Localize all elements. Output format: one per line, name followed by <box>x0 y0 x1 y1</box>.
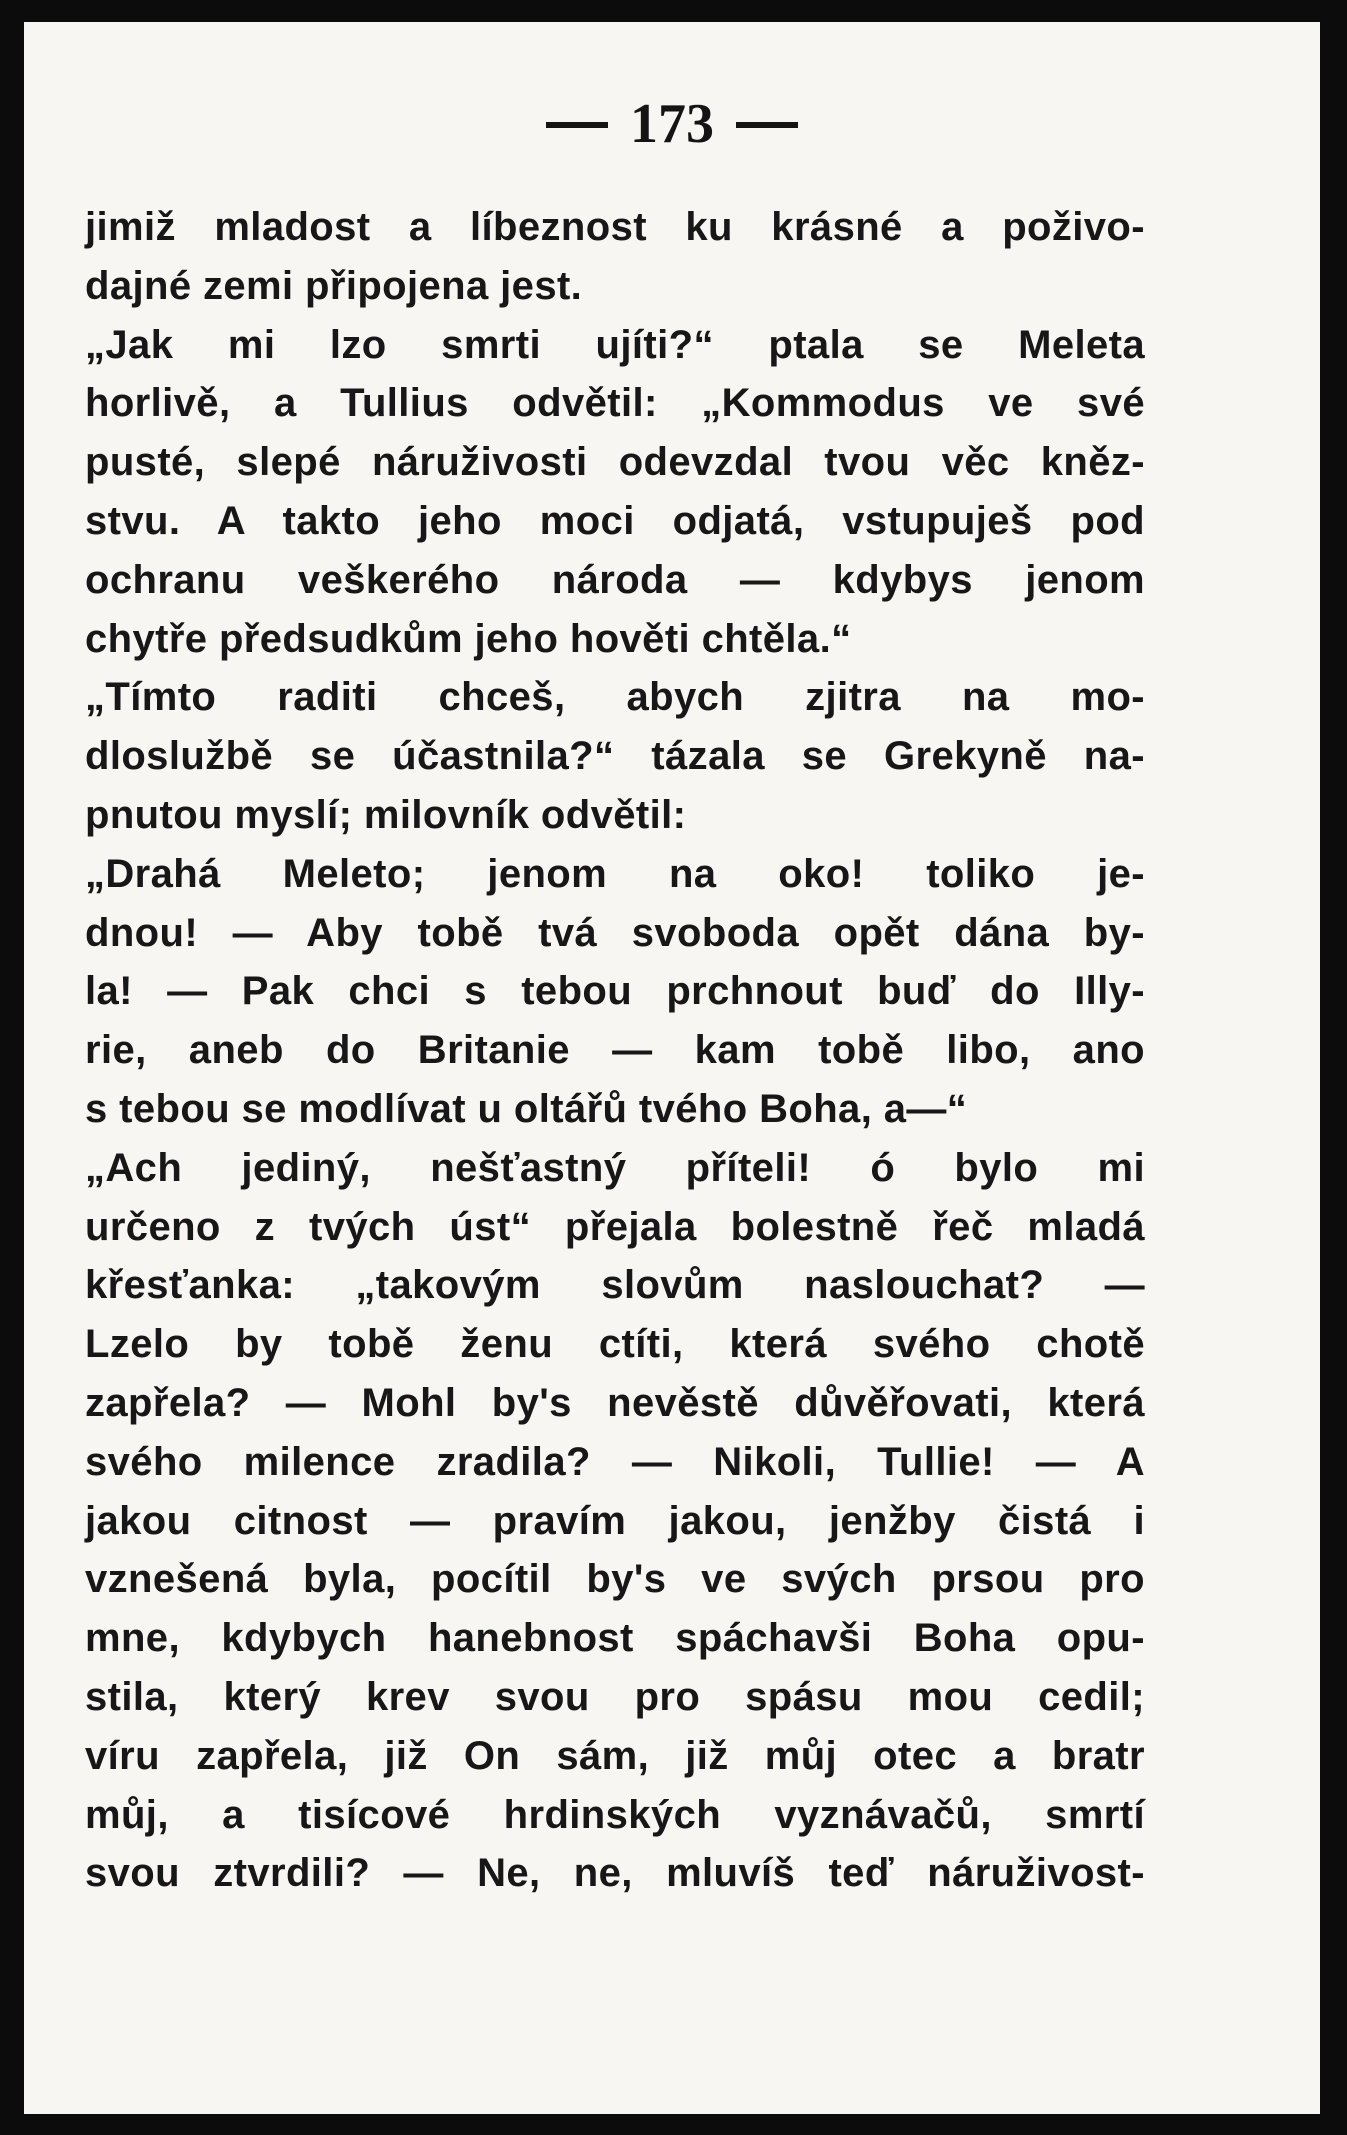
text-line: Lzelo by tobě ženu ctíti, která svého chotě <box>85 1322 1145 1367</box>
right-dash <box>736 122 798 128</box>
text-line: „Tímto raditi chceš, abych zjitra na mo- <box>85 675 1145 720</box>
text-line: „Drahá Meleto; jenom na oko! toliko je- <box>85 851 1145 896</box>
page-number-text: 173 <box>630 93 714 155</box>
text-line: mne, kdybych hanebnost spáchavši Boha opu- <box>85 1616 1145 1661</box>
text-line: víru zapřela, již On sám, již můj otec a bratr <box>85 1733 1145 1778</box>
text-line: s tebou se modlívat u oltářů tvého Boha, a—“ <box>85 1086 968 1131</box>
text-line: stvu. A takto jeho moci odjatá, vstupuješ pod <box>85 498 1145 543</box>
text-line: horlivě, a Tullius odvětil: „Kommodus ve své <box>85 381 1145 426</box>
text-line: dajné zemi připojena jest. <box>85 263 583 308</box>
left-dash <box>546 122 608 128</box>
text-line: zapřela? — Mohl by's nevěstě důvěřovati, která <box>85 1380 1145 1425</box>
text-line: určeno z tvých úst“ přejala bolestně řeč mladá <box>85 1204 1145 1249</box>
page-number <box>24 84 1320 164</box>
text-line: rie, aneb do Britanie — kam tobě libo, ano <box>85 1028 1145 1073</box>
text-line: la! — Pak chci s tebou prchnout buď do Illy- <box>85 969 1145 1014</box>
text-line: stila, který krev svou pro spásu mou cedil; <box>85 1674 1145 1719</box>
text-line: dnou! — Aby tobě tvá svoboda opět dána by- <box>85 910 1145 955</box>
body-text <box>85 198 1145 1903</box>
text-line: dloslužbě se účastnila?“ tázala se Grekyně na- <box>85 734 1145 779</box>
text-line: můj, a tisícové hrdinských vyznávačů, smrtí <box>85 1792 1145 1837</box>
text-line: svou ztvrdili? — Ne, ne, mluvíš teď náruživost- <box>85 1851 1145 1896</box>
text-line: „Ach jediný, nešťastný příteli! ó bylo mi <box>85 1145 1145 1190</box>
text-line: vznešená byla, pocítil by's ve svých prsou pro <box>85 1557 1145 1602</box>
text-line: jimiž mladost a líbeznost ku krásné a poživo- <box>85 205 1145 249</box>
text-line: „Jak mi lzo smrti ujíti?“ ptala se Meleta <box>85 322 1145 367</box>
text-line: ochranu veškerého národa — kdybys jenom <box>85 557 1145 602</box>
book-page <box>24 22 1320 2114</box>
text-line: jakou citnost — pravím jakou, jenžby čistá i <box>85 1498 1145 1543</box>
text-line: chytře předsudkům jeho hověti chtěla.“ <box>85 616 852 661</box>
text-line: svého milence zradila? — Nikoli, Tullie! — A <box>85 1439 1145 1484</box>
text-line: křesťanka: „takovým slovům naslouchat? — <box>85 1263 1145 1308</box>
text-line: pnutou myslí; milovník odvětil: <box>85 792 687 837</box>
text-line: pusté, slepé náruživosti odevzdal tvou věc kněz- <box>85 440 1145 485</box>
